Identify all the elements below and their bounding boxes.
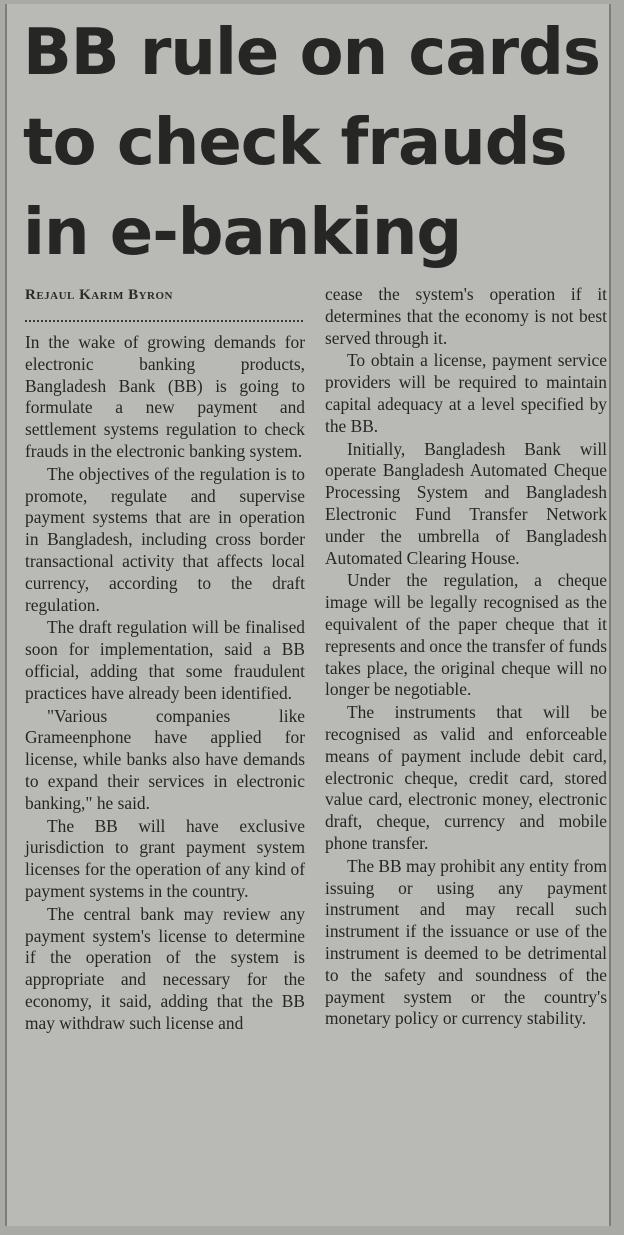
paragraph: In the wake of growing demands for electronic banking products, Bangladesh Bank (BB) is going to formulate a new payment and settlement systems regulation to check frauds in the electronic banking system. bbox=[25, 332, 305, 461]
paragraph: The BB will have exclusive jurisdiction to grant payment system licenses for the operation of any kind of payment systems in the country. bbox=[25, 815, 305, 901]
paragraph: The central bank may review any payment system's license to determine if the operation of the system is appropriate and necessary for the economy, it said, adding that the BB may withdraw such license and bbox=[25, 903, 305, 1033]
paragraph: cease the system's operation if it determines that the economy is not best served through it. bbox=[325, 284, 607, 348]
paragraph: Under the regulation, a cheque image will be legally recognised as the equivalent of the paper cheque that it represents and once the transfer of funds takes place, the original cheque will no longer be negotiable. bbox=[325, 570, 608, 700]
paragraph: The instruments that will be recognised as valid and enforceable means of payment include debit card, electronic cheque, credit card, stored value card, electronic money, electronic draft, cheque, currency and mobile phone transfer. bbox=[325, 702, 607, 853]
paragraph: Initially, Bangladesh Bank will operate Bangladesh Automated Cheque Processing System and Bangladesh Electronic Fund Transfer Network under the umbrella of Bangladesh Automated Clearing House. bbox=[325, 438, 607, 568]
paragraph: To obtain a license, payment service providers will be required to maintain capital adequacy at a level specified by the BB. bbox=[325, 350, 607, 436]
article-column-1 bbox=[25, 332, 305, 1036]
paragraph: The objectives of the regulation is to promote, regulate and supervise payment systems that are in operation in Bangladesh, including cross border transactional activity that affects local currency, according to the draft regulation. bbox=[25, 463, 305, 615]
paragraph: The BB may prohibit any entity from issuing or using any payment instrument and may recall such instrument if the issuance or use of the instrument is deemed to be detrimental to the safety and soundness of the payment system or the country's monetary policy or currency stability. bbox=[325, 855, 607, 1029]
article-column-2 bbox=[325, 284, 607, 1031]
headline: BB rule on cards to check frauds in e-banking bbox=[23, 16, 600, 270]
newspaper-clipping bbox=[5, 4, 611, 1226]
paragraph: The draft regulation will be finalised soon for implementation, said a BB official, adding that some fraudulent practices have already been identified. bbox=[25, 617, 305, 703]
paragraph: "Various companies like Grameenphone have applied for license, while banks also have demands to expand their services in electronic banking," he said. bbox=[25, 705, 305, 813]
byline: Rejaul Karim Byron bbox=[25, 287, 174, 303]
byline-divider bbox=[25, 320, 303, 322]
